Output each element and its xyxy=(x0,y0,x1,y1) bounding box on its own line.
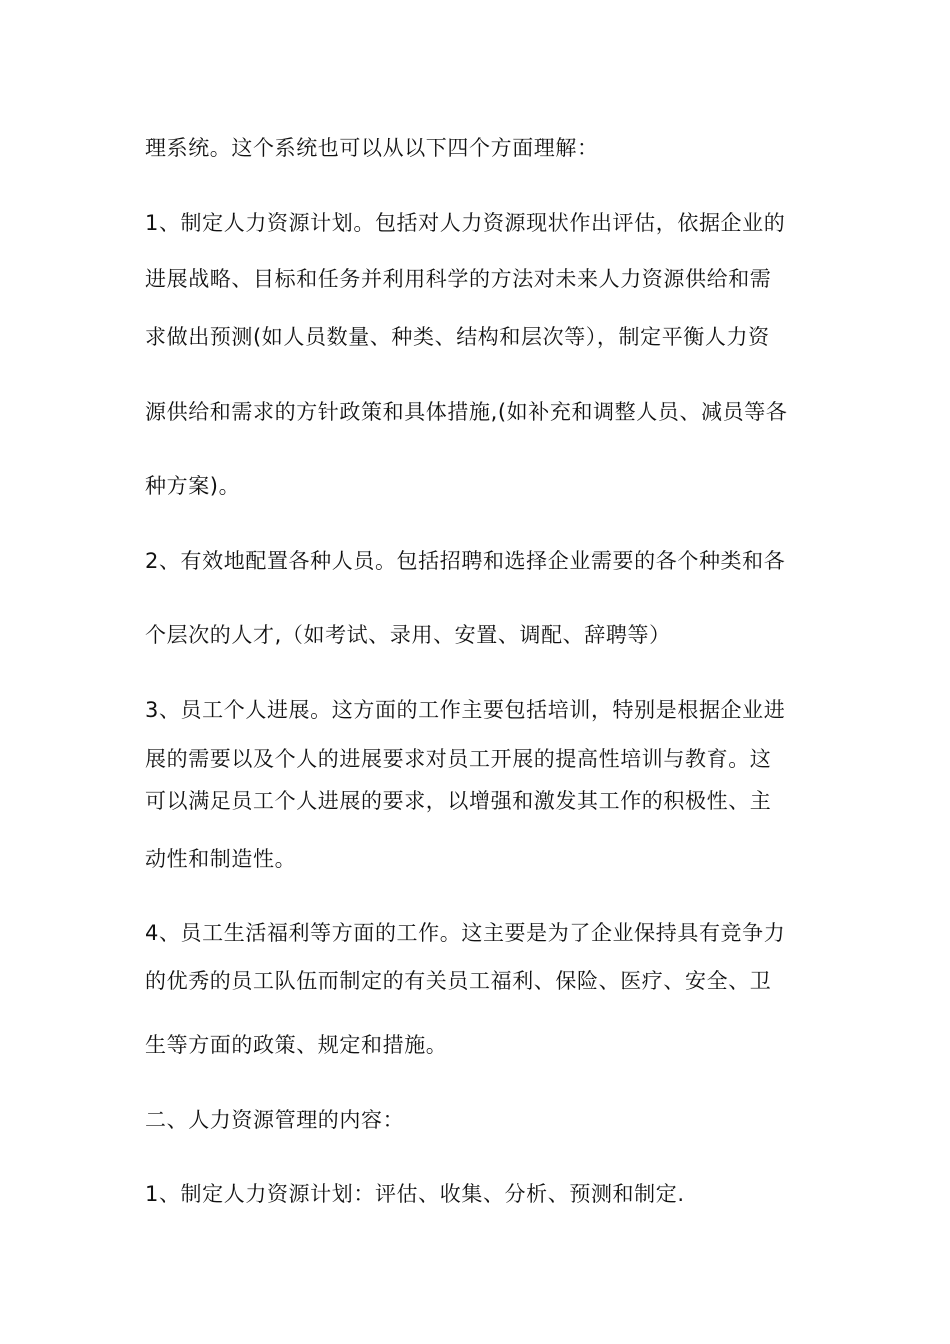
text-line: 1、制定人力资源计划：评估、收集、分析、预测和制定. xyxy=(145,1182,685,1206)
text-line: 种方案)。 xyxy=(145,474,241,498)
text-line: 生等方面的政策、规定和措施。 xyxy=(145,1033,448,1057)
text-line: 理系统。这个系统也可以从以下四个方面理解： xyxy=(145,136,599,160)
text-line: 进展战略、目标和任务并利用科学的方法对未来人力资源供给和需 xyxy=(145,267,772,291)
text-line: 4、员工生活福利等方面的工作。这主要是为了企业保持具有竞争力 xyxy=(145,921,786,945)
text-line: 可以满足员工个人进展的要求，以增强和激发其工作的积极性、主 xyxy=(145,789,772,813)
text-line: 个层次的人才,（如考试、录用、安置、调配、辞聘等） xyxy=(145,623,671,647)
text-line: 1、制定人力资源计划。包括对人力资源现状作出评估，依据企业的 xyxy=(145,211,786,235)
text-line: 3、员工个人进展。这方面的工作主要包括培训，特别是根据企业进 xyxy=(145,698,786,722)
text-line: 展的需要以及个人的进展要求对员工开展的提高性培训与教育。这 xyxy=(145,747,772,771)
section-heading: 二、人力资源管理的内容： xyxy=(145,1108,405,1132)
text-line: 的优秀的员工队伍而制定的有关员工福利、保险、医疗、安全、卫 xyxy=(145,969,772,993)
text-line: 求做出预测(如人员数量、种类、结构和层次等），制定平衡人力资 xyxy=(145,325,770,349)
text-line: 2、有效地配置各种人员。包括招聘和选择企业需要的各个种类和各 xyxy=(145,549,786,573)
text-line: 动性和制造性。 xyxy=(145,847,297,871)
text-line: 源供给和需求的方针政策和具体措施,(如补充和调整人员、减员等各 xyxy=(145,400,788,424)
